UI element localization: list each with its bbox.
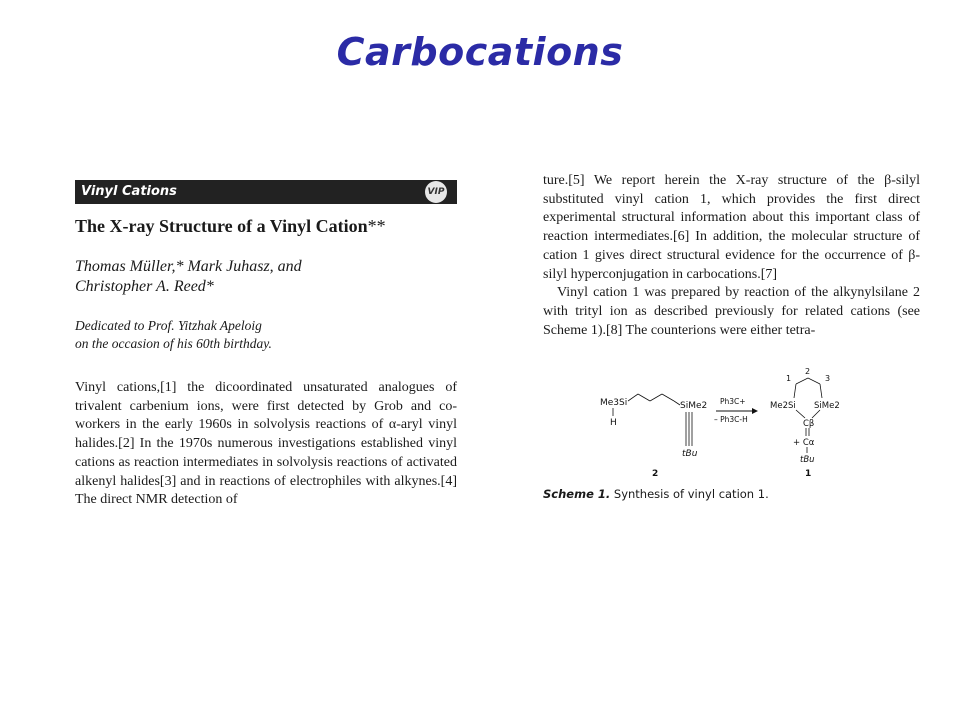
ring-position-1: 1 — [786, 374, 792, 383]
article-right-column — [543, 172, 920, 340]
product-tbu: tBu — [800, 455, 815, 465]
dedication-line-2: on the occasion of his 60th birthday. — [75, 336, 272, 351]
ring-position-3: 3 — [825, 374, 831, 383]
reactant-sime2: SiMe2 — [680, 401, 708, 411]
right-paragraph-1: ture.[5] We report herein the X-ray structure of the β-silyl substituted vinyl cation 1, which provides the first direct experimental structural information about this important class of reaction intermediates.[6] In addition, the molecular structure of cation 1 gives direct structural evidence for the occurrence of β-silyl hyperconjugation in carbocations.[7] — [543, 173, 920, 282]
product-sime2: SiMe2 — [814, 401, 840, 411]
product-cbeta: Cβ — [803, 419, 815, 429]
vip-badge-icon: VIP — [425, 181, 447, 203]
left-paragraph: Vinyl cations,[1] the dicoordinated unsaturated analogues of trivalent carbenium ions, were first detected by Grob and co-workers in the early 1960s in solvolysis reactions of α-aryl vinyl halides.[2] In the 1970s numerous investigations established vinyl cations as reaction intermediates in solvolysis reactions of activated alkenyl halides[3] and in reactions of electrophiles with alkynes.[4] The direct NMR detection of — [75, 380, 457, 508]
caption-text: Synthesis of vinyl cation 1. — [613, 487, 769, 501]
reactant-me3si: Me3Si — [600, 398, 628, 408]
article-title — [75, 216, 457, 237]
slide-title: Carbocations — [336, 30, 624, 74]
reagent-bottom: – Ph3C-H — [714, 415, 748, 424]
product-me2si: Me2Si — [770, 401, 796, 411]
ring-position-2: 2 — [805, 368, 811, 376]
section-label: Vinyl Cations — [81, 184, 177, 199]
left-body-text — [75, 379, 457, 510]
product-calpha: + Cα — [793, 438, 815, 448]
section-header — [75, 180, 457, 204]
dedication — [75, 317, 457, 353]
compound-label-reactant: 2 — [652, 469, 659, 479]
right-paragraph-2: Vinyl cation 1 was prepared by reaction of the alkynylsilane 2 with trityl ion as described previously for related cations (see Scheme 1).[8] The counterions were either tetra- — [543, 285, 920, 338]
author-list — [75, 257, 457, 297]
reactant-h: H — [610, 418, 617, 428]
scheme-caption — [543, 487, 769, 501]
dedication-line-1: Dedicated to Prof. Yitzhak Apeloig — [75, 318, 262, 333]
article-left-column — [75, 180, 457, 510]
author-line-2: Christopher A. Reed* — [75, 278, 214, 295]
reactant-tbu: tBu — [682, 449, 698, 459]
article-title-text: The X-ray Structure of a Vinyl Cation — [75, 216, 368, 236]
compound-label-product: 1 — [805, 469, 812, 479]
scheme-1-reaction — [600, 368, 870, 480]
article-title-mark: ** — [367, 216, 386, 236]
reagent-top: Ph3C+ — [720, 397, 746, 406]
author-line-1: Thomas Müller,* Mark Juhasz, and — [75, 258, 302, 275]
caption-prefix: Scheme 1. — [543, 487, 611, 501]
